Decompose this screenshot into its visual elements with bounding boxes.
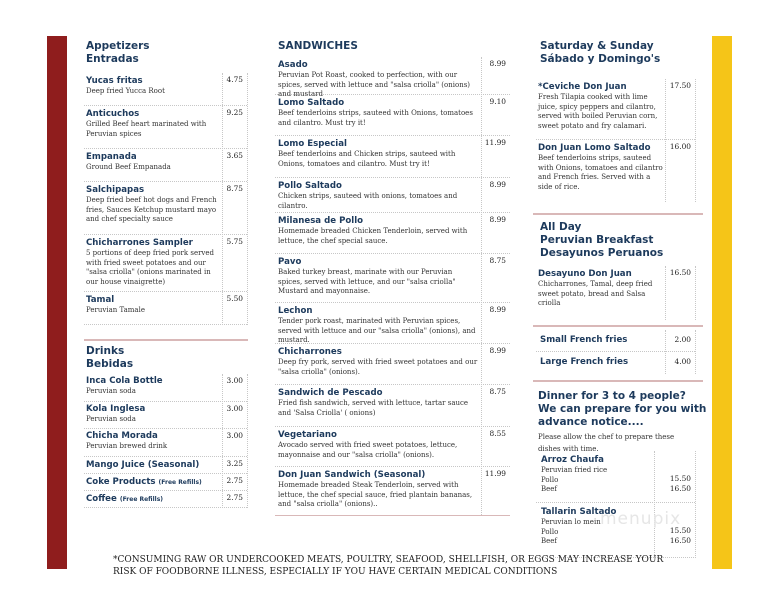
- item-price: 2.75: [226, 476, 243, 485]
- breakfast-section: [540, 221, 705, 260]
- breakfast-subtitle: Peruvian Breakfast: [540, 234, 654, 246]
- item-name: Milanesa de Pollo: [278, 216, 364, 226]
- item-desc: Tender pork roast, marinated with Peruvian spices, served with lettuce and our "salsa criolla" (onions), and mustard.: [278, 317, 476, 345]
- footer-line-2: RISK OF FOODBORNE ILLNESS, ESPECIALLY IF YOU HAVE CERTAIN MEDICAL CONDITIONS: [113, 567, 558, 577]
- footer-line-1: *CONSUMING RAW OR UNDERCOOKED MEATS, POULTRY, SEAFOOD, SHELLFISH, OR EGGS MAY INCREASE YOUR: [113, 555, 664, 565]
- list-item: [84, 474, 247, 491]
- watermark: menupix: [600, 509, 682, 529]
- item-name: Don Juan Sandwich (Seasonal): [278, 470, 426, 480]
- dinner-title: Dinner for 3 to 4 people?: [538, 390, 686, 402]
- list-item: [84, 182, 247, 235]
- item-name: *Ceviche Don Juan: [538, 82, 627, 92]
- left-red-band: [47, 36, 67, 569]
- list-item: [536, 266, 695, 320]
- item-price: 8.75: [489, 387, 506, 396]
- item-desc: Homemade breaded Chicken Tenderloin, served with lettuce, the chef special sauce.: [278, 227, 468, 245]
- breakfast-list: [536, 266, 696, 320]
- item-price: 9.10: [489, 97, 506, 106]
- weekend-subtitle: Sábado y Domingo's: [540, 53, 661, 65]
- list-item: [275, 303, 510, 344]
- item-price: 17.50: [669, 81, 691, 90]
- dinner-subtitle-2: advance notice....: [538, 416, 644, 428]
- item-desc: Pollo: [541, 527, 559, 536]
- item-desc: Chicharrones, Tamal, deep fried sweet potato, bread and Salsa criolla: [538, 280, 653, 308]
- list-item: [536, 79, 695, 140]
- item-price: 8.55: [489, 429, 506, 438]
- item-name: Large French fries: [540, 357, 629, 367]
- item-name: Arroz Chaufa: [541, 455, 604, 465]
- list-item: [536, 451, 695, 503]
- list-item: [275, 385, 510, 427]
- item-price: 4.00: [674, 357, 691, 366]
- item-price: 11.99: [484, 138, 506, 147]
- item-desc: Peruvian fried rice: [541, 466, 608, 474]
- item-name: Mango Juice (Seasonal): [86, 460, 200, 470]
- list-item: [275, 213, 510, 254]
- item-price: 3.65: [226, 151, 243, 160]
- list-item: [84, 457, 247, 474]
- item-name: Lechon: [278, 306, 313, 316]
- item-desc: Beef tenderloins and Chicken strips, sauteed with Onions, tomatoes and cilantro. Must try it!: [278, 150, 456, 168]
- item-desc: Grilled Beef heart marinated with Peruvian spices: [86, 120, 207, 138]
- item-price: 3.00: [226, 431, 243, 440]
- drinks-title: Drinks: [86, 345, 125, 357]
- appetizers-section: [86, 40, 248, 66]
- item-desc: Peruvian Pot Roast, cooked to perfection, with our spices, served with lettuce and "salsa criolla" (onions) and mustard: [278, 71, 471, 99]
- item-price: 8.99: [489, 180, 506, 189]
- divider: [84, 339, 248, 341]
- item-price: 2.75: [226, 493, 243, 502]
- item-price: 5.50: [226, 294, 243, 303]
- drinks-section: [86, 345, 248, 371]
- item-name: Don Juan Lomo Saltado: [538, 143, 651, 153]
- item-name: Inca Cola Bottle: [86, 376, 163, 386]
- item-name: Chicha Morada: [86, 431, 158, 441]
- item-name: Tamal: [86, 295, 115, 305]
- item-price: 8.75: [226, 184, 243, 193]
- item-name: Lomo Saltado: [278, 98, 345, 108]
- weekend-title: Saturday & Sunday: [540, 40, 654, 52]
- item-desc: Peruvian soda: [86, 387, 136, 395]
- item-desc: Beef tenderloins strips, sauteed with Onions, tomatoes and cilantro. Must try it!: [278, 109, 473, 127]
- item-name: Pavo: [278, 257, 302, 267]
- item-name: Lomo Especial: [278, 139, 347, 149]
- breakfast-title: All Day: [540, 221, 582, 233]
- item-name: Asado: [278, 60, 308, 70]
- list-item: [84, 235, 247, 292]
- list-item: [84, 149, 247, 182]
- item-price: 8.99: [489, 59, 506, 68]
- list-item: [84, 292, 247, 325]
- item-price: 8.99: [489, 346, 506, 355]
- divider: [533, 213, 703, 215]
- appetizers-subtitle: Entradas: [86, 53, 139, 65]
- weekend-list: [536, 79, 696, 202]
- item-name: Coke Products (Free Refills): [86, 477, 202, 487]
- item-name: Small French fries: [540, 335, 628, 345]
- dinner-list: [536, 451, 696, 558]
- item-desc: Peruvian Tamale: [86, 306, 145, 314]
- item-desc: Deep fried Yucca Root: [86, 87, 165, 95]
- item-price: 11.99: [484, 469, 506, 478]
- item-price: 16.50: [669, 268, 691, 277]
- item-name: Sandwich de Pescado: [278, 388, 383, 398]
- item-price: 3.00: [226, 404, 243, 413]
- sandwiches-list: [275, 57, 510, 516]
- item-price: 8.99: [489, 215, 506, 224]
- item-desc: Beef: [541, 537, 558, 546]
- item-name: Tallarin Saltado: [541, 507, 617, 517]
- list-item: [536, 140, 695, 202]
- drinks-list: [84, 374, 248, 508]
- item-price: 5.75: [226, 237, 243, 246]
- item-name: Pollo Saltado: [278, 181, 342, 191]
- dinner-section: [538, 390, 708, 455]
- item-desc: Deep fry pork, served with fried sweet potatoes and our "salsa criolla" (onions).: [278, 358, 478, 376]
- item-desc: Beef tenderloins strips, sauteed with Onions, tomatoes and cilantro and French fries. Served with a side of rice.: [538, 154, 663, 191]
- item-name: Yucas fritas: [86, 76, 143, 86]
- item-name: Coffee (Free Refills): [86, 494, 164, 504]
- item-price: 8.99: [489, 305, 506, 314]
- list-item: [84, 106, 247, 149]
- item-price: 15.50: [669, 526, 691, 535]
- list-item: [275, 95, 510, 136]
- item-price: 8.75: [489, 256, 506, 265]
- list-item: [275, 57, 510, 99]
- list-item: [536, 330, 695, 352]
- item-name: Chicharrones: [278, 347, 342, 357]
- item-desc: Homemade breaded Steak Tenderloin, served with lettuce, the chef special sauce, fried plantain bananas, and "salsa criolla" (onions)..: [278, 481, 473, 509]
- sandwiches-title: SANDWICHES: [278, 40, 358, 52]
- list-item: [84, 374, 247, 402]
- item-desc: Fried fish sandwich, served with lettuce, tartar sauce and 'Salsa Criolla' ( onions): [278, 399, 469, 417]
- item-name: Vegetariano: [278, 430, 337, 440]
- list-item: [275, 178, 510, 213]
- item-price: 2.00: [674, 335, 691, 344]
- item-desc: Peruvian soda: [86, 415, 136, 423]
- list-item: [84, 429, 247, 457]
- list-item: [275, 344, 510, 385]
- fries-list: [536, 330, 696, 374]
- item-desc: Avocado served with fried sweet potatoes, lettuce, mayonnaise and our "salsa criolla" (onions).: [278, 441, 458, 459]
- item-price: 16.50: [669, 484, 691, 493]
- item-desc: Peruvian brewed drink: [86, 442, 168, 450]
- item-desc: Fresh Tilapia cooked with lime juice, spicy peppers and cilantro, served with boiled Peruvian corn, sweet potato and fry calamari.: [538, 93, 658, 130]
- item-price: 9.25: [226, 108, 243, 117]
- list-item: [275, 467, 510, 515]
- item-name: Kola Inglesa: [86, 404, 146, 414]
- item-price: 3.00: [226, 376, 243, 385]
- right-yellow-band: [712, 36, 732, 569]
- breakfast-subtitle-es: Desayunos Peruanos: [540, 247, 664, 259]
- item-price: 16.50: [669, 536, 691, 545]
- item-price: 16.00: [669, 142, 691, 151]
- item-desc: Deep fried beef hot dogs and French fries, Sauces Ketchup mustard mayo and chef specialty sauce: [86, 196, 217, 224]
- list-item: [275, 254, 510, 303]
- appetizers-list: [84, 73, 248, 325]
- footer-disclaimer: [113, 554, 673, 578]
- dinner-subtitle: We can prepare for you with: [538, 403, 707, 415]
- list-item: [536, 352, 695, 374]
- item-name: Salchipapas: [86, 185, 145, 195]
- item-name: Desayuno Don Juan: [538, 269, 632, 279]
- item-desc: Pollo: [541, 475, 559, 484]
- item-desc: Ground Beef Empanada: [86, 163, 171, 171]
- list-item: [84, 491, 247, 508]
- divider: [533, 325, 703, 327]
- item-price: 3.25: [226, 459, 243, 468]
- item-name: Empanada: [86, 152, 137, 162]
- item-name: Chicharrones Sampler: [86, 238, 193, 248]
- list-item: [275, 136, 510, 178]
- list-item: [84, 402, 247, 429]
- list-item: [84, 73, 247, 106]
- drinks-subtitle: Bebidas: [86, 358, 134, 370]
- item-name: Anticuchos: [86, 109, 140, 119]
- weekend-section: [540, 40, 705, 66]
- item-price: 4.75: [226, 75, 243, 84]
- item-price: 15.50: [669, 474, 691, 483]
- item-desc: 5 portions of deep fried pork served with fried sweet potatoes and our "salsa criolla" (onions marinated in our house vinaigrette): [86, 249, 215, 286]
- item-desc: Beef: [541, 485, 558, 494]
- divider: [533, 380, 703, 382]
- item-desc: Chicken strips, sauteed with onions, tomatoes and cilantro.: [278, 192, 458, 210]
- list-item: [275, 427, 510, 467]
- dinner-note: Please allow the chef to prepare these dishes with time.: [538, 433, 675, 453]
- item-desc: Peruvian lo mein: [541, 518, 601, 526]
- appetizers-title: Appetizers: [86, 40, 150, 52]
- item-desc: Baked turkey breast, marinate with our Peruvian spices, served with lettuce, and our "salsa criolla" Mustard and mayonnaise.: [278, 268, 456, 296]
